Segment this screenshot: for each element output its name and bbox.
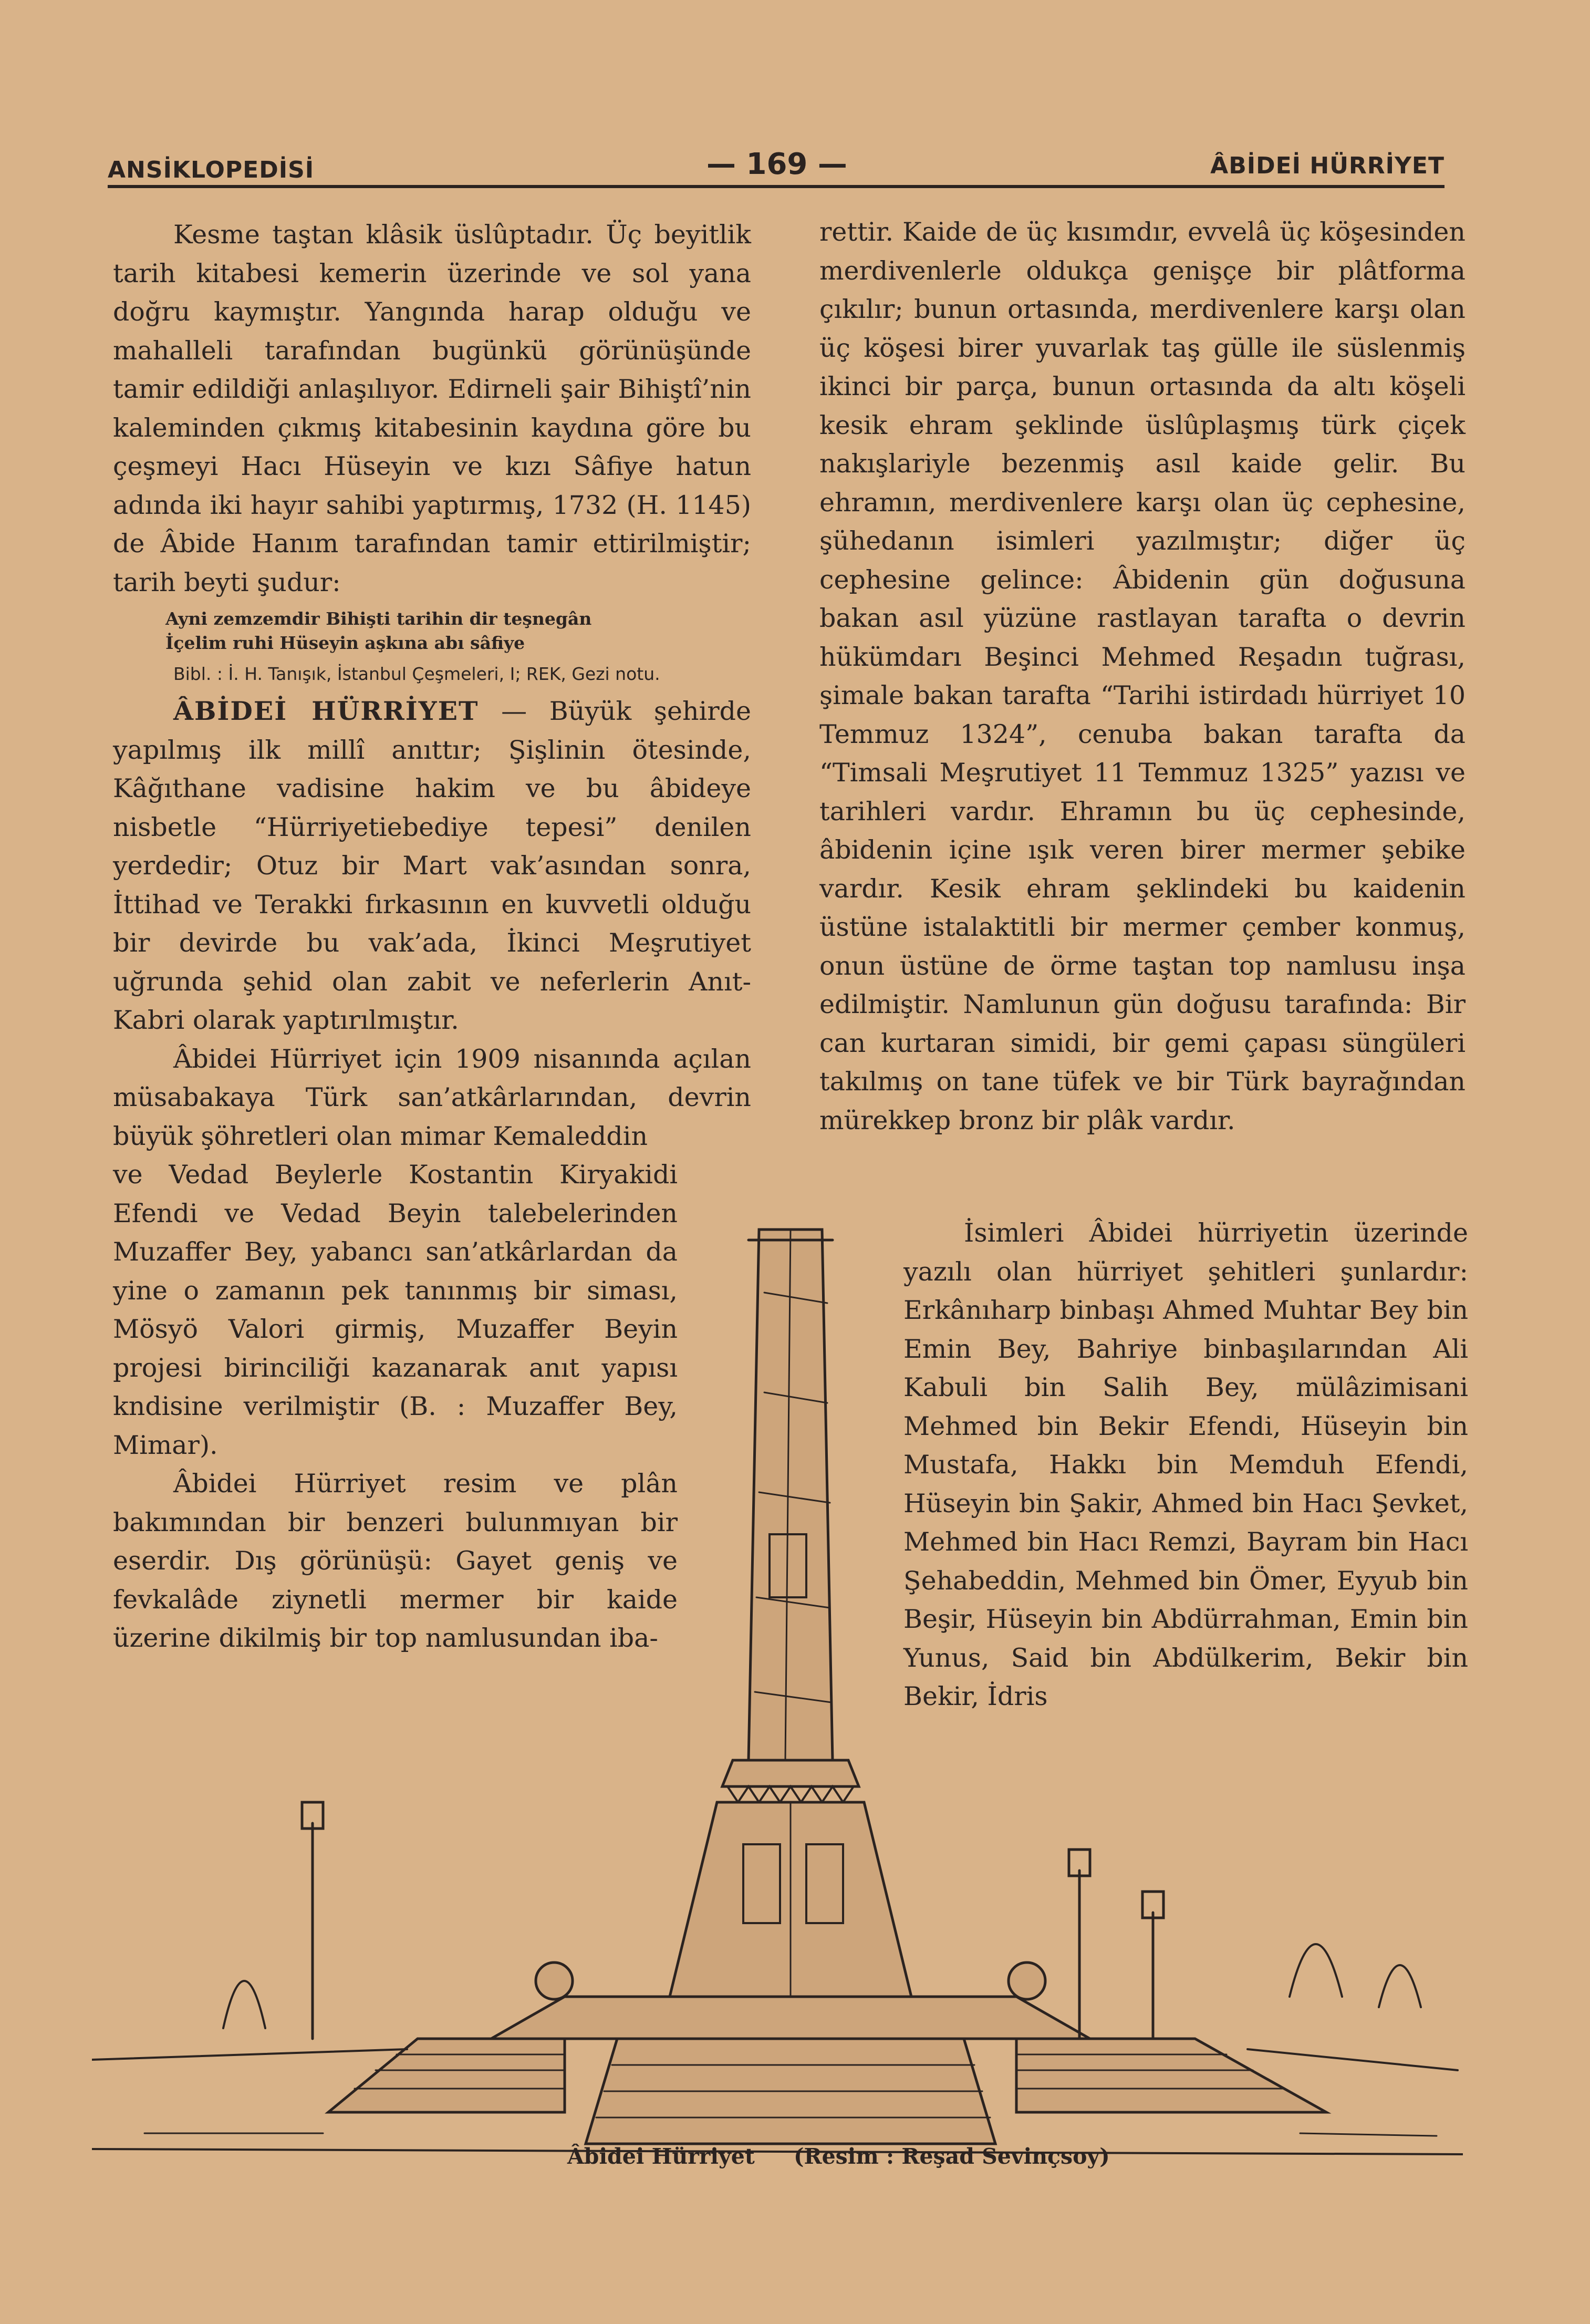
- header-right-title: ÂBİDEİ HÜRRİYET: [1210, 152, 1444, 179]
- illustration-caption: [567, 2144, 1141, 2169]
- paragraph-martyrs: İsimleri Âbidei hürriyetin üzerinde yazılı olan hürriyet şehitleri şunlardır: Erkânıharp binbaşı Ahmed Muhtar Bey bin Emin Bey, Bahriye binbaşılarından Ali Kabuli bin Salih Bey, mülâzimisani Mehmed bin Bekir Efendi, Hüseyin bin Mustafa, Hakkı bin Memduh Efendi, Hüseyin bin Şakir, Ahmed bin Hacı Şevket, Mehmed bin Hacı Remzi, Bayram bin Hacı Şehabeddin, Mehmed bin Ömer, Eyyub bin Beşir, Hüseyin bin Abdürrahman, Emin bin Yunus, Said bin Abdülkerim, Bekir bin Bekir, İdris: [903, 1218, 1468, 1711]
- verse-line: İçelim ruhi Hüseyin aşkına abı sâfiye: [165, 633, 525, 653]
- caption-credit: (Resim : Reşad Sevinçsoy): [794, 2144, 1110, 2169]
- entry-heading: ÂBİDEİ HÜRRİYET: [173, 696, 479, 726]
- header-rule: [108, 185, 1444, 188]
- paragraph-competition-cont: ve Vedad Beylerle Kostantin Kiryakidi Efendi ve Vedad Beyin talebelerinden Muzaffer Bey, yabancı san’atkârlardan da yine o zamanın pek tanınmış bir siması, Mösyö Valori girmiş, Muzaffer Beyin projesi birinciliği kazanarak anıt yapısı kndisine verilmiştir (B. : Muzaffer Bey, Mimar).: [113, 1160, 678, 1460]
- entry-paragraph: [113, 692, 751, 1040]
- paragraph-fountain: Kesme taştan klâsik üslûptadır. Üç beyitlik tarih kitabesi kemerin üzerinde ve sol yana doğru kaymıştır. Yangında harap olduğu ve mahalleli tarafından bugünkü görünüşünde tamir edildiği anlaşılıyor. Edirneli şair Bihiştî’nin kaleminden çıkmış kitabesinin kaydına göre bu çeşmeyi Hacı Hüseyin ve kızı Sâfiye hatun adında iki hayır sahibi yaptırmış, 1732 (H. 1145) de Âbide Hanım tarafından tamir ettirilmiştir; tarih beyti şudur:: [113, 220, 751, 597]
- entry-text: — Büyük şehirde yapılmış ilk millî anıttır; Şişlinin ötesinde, Kâğıthane vadisine hakim ve bu âbideye nisbetle “Hürriyetiebediye tepesi” denilen yerdedir; Otuz bir Mart vak’asından sonra, İttihad ve Terakki fırkasının en kuvvetli olduğu bir devirde bu vak’ada, İkinci Meşrutiyet uğrunda şehid olan zabit ve neferlerin Anıt-Kabri olarak yaptırılmıştır.: [113, 696, 751, 1035]
- page-header: [108, 147, 1444, 189]
- paragraph-description: Âbidei Hürriyet resim ve plân bakımından bir benzeri bulunmıyan bir eserdir. Dış görünüşü: Gayet geniş ve fevkalâde ziynetli mermer bir kaide üzerine dikilmiş bir top namlusundan iba-: [113, 1469, 678, 1653]
- paragraph-competition: Âbidei Hürriyet için 1909 nisanında açılan müsabakaya Türk san’atkârlarından, devrin büyük şöhretleri olan mimar Kemaleddin: [113, 1044, 751, 1151]
- page-number: — 169 —: [706, 147, 847, 181]
- verse-line: Ayni zemzemdir Bihişti tarihin dir teşnegân: [165, 608, 592, 629]
- header-left-title: ANSİKLOPEDİSİ: [108, 157, 315, 183]
- verse-couplet: [165, 607, 751, 655]
- paragraph-base-description: rettir. Kaide de üç kısımdır, evvelâ üç köşesinden merdivenlerle oldukça genişçe bir plâtforma çıkılır; bunun ortasında, merdivenlere karşı olan üç köşesi birer yuvarlak taş gülle ile süslenmiş ikinci bir parça, bunun ortasında da altı köşeli kesik ehram şeklinde üslûplaşmış türk çiçek nakışlariyle bezenmiş asıl kaide gelir. Bu ehramın, merdivenlere karşı olan üç cephesine, şühedanın isimleri yazılmıştır; diğer üç cephesine gelince: Âbidenin gün doğusuna bakan asıl yüzüne rastlayan tarafta o devrin hükümdarı Beşinci Mehmed Reşadın tuğrası, şimale bakan tarafta “Tarihi istirdadı hürriyet 10 Temmuz 1324”, cenuba bakan tarafta da “Timsali Meşrutiyet 11 Temmuz 1325” yazısı ve tarihleri vardır. Ehramın bu üç cephesinde, âbidenin içine ışık veren birer mermer şebike vardır. Kesik ehram şeklindeki bu kaidenin üstüne istalaktitli bir mermer çember konmuş, onun üstüne de örme taştan top namlusu inşa edilmiştir. Namlunun gün doğusu tarafında: Bir can kurtaran simidi, bir gemi çapası süngüleri takılmış on tane tüfek ve bir Türk bayrağından mürekkep bronz bir plâk vardır.: [819, 217, 1466, 1135]
- right-column: [819, 213, 1466, 1140]
- caption-title: Âbidei Hürriyet: [567, 2144, 755, 2169]
- monument-illustration: [92, 1219, 1463, 2165]
- bibliography: Bibl. : İ. H. Tanışık, İstanbul Çeşmeleri, I; REK, Gezi notu.: [173, 664, 660, 684]
